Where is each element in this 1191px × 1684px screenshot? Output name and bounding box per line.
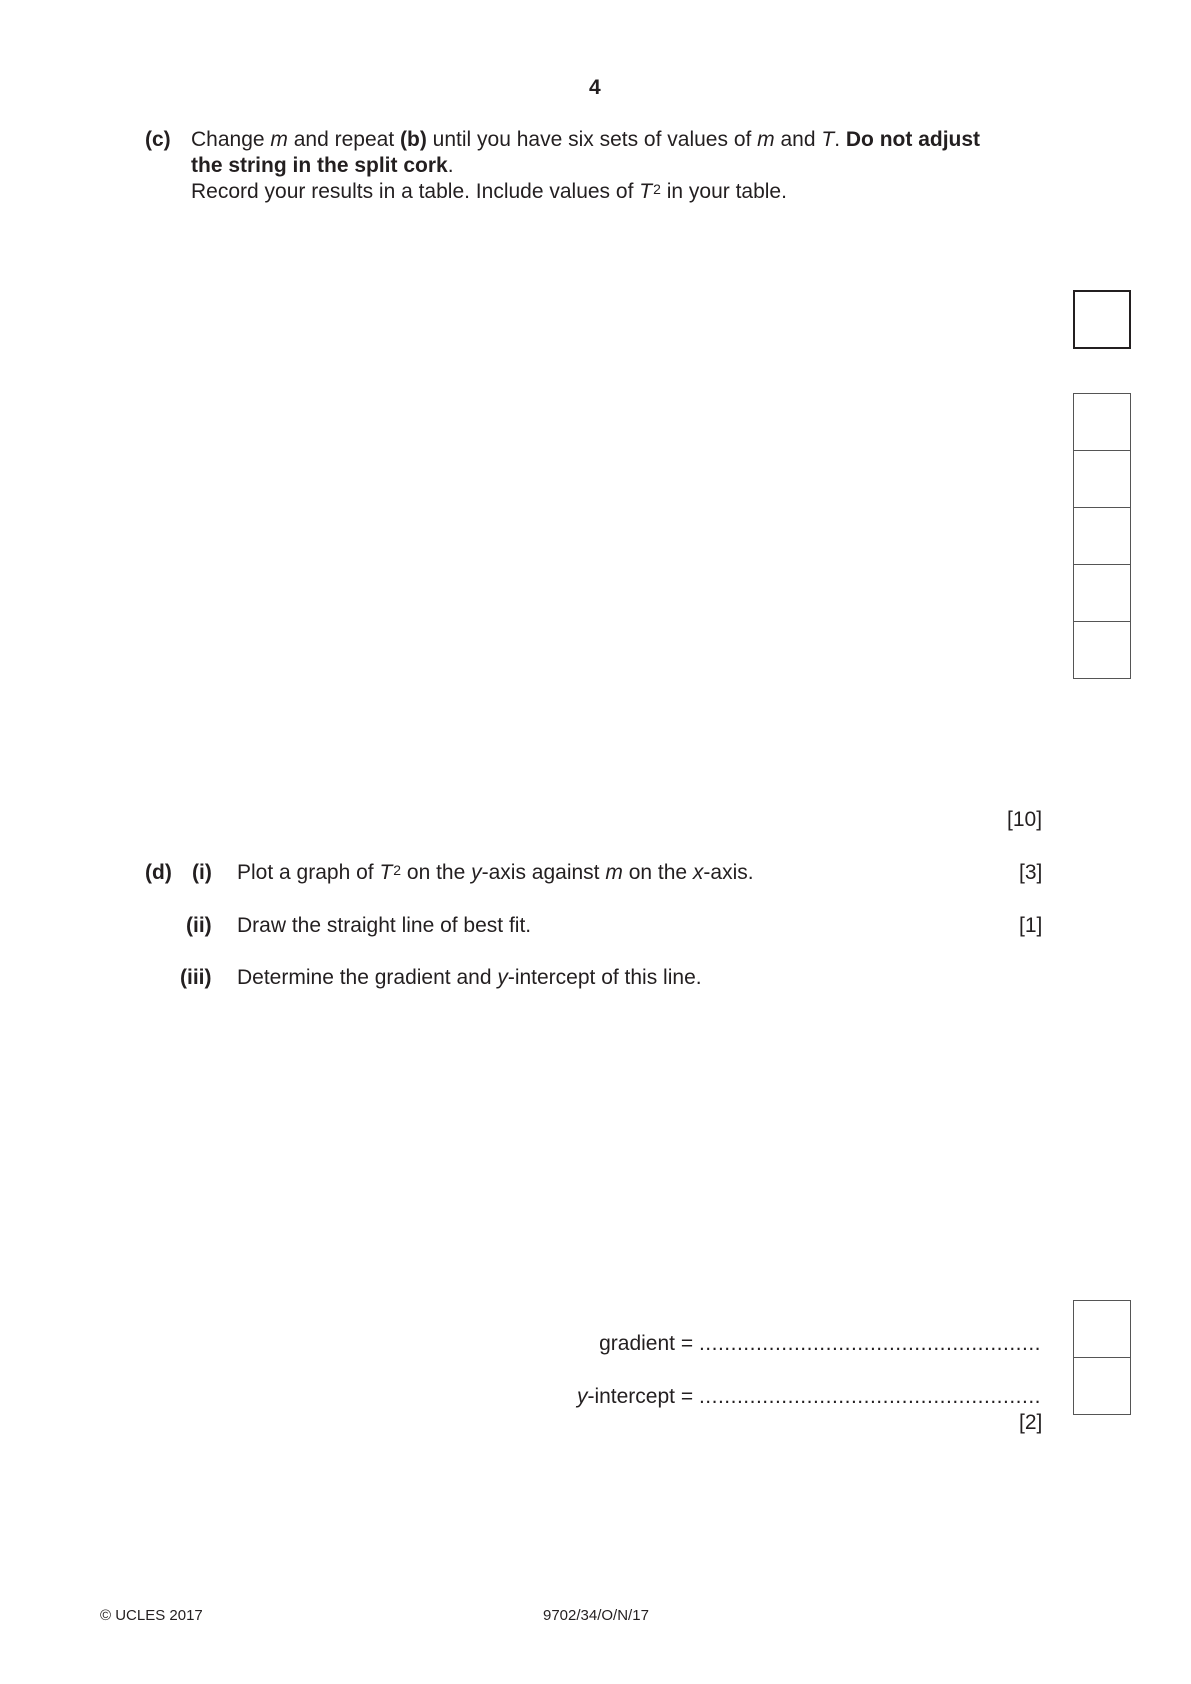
gradient-answer-line[interactable]: gradient = ...................................................... [599, 1332, 1041, 1355]
y-intercept-answer-line[interactable]: y-intercept = ...................................................... [576, 1385, 1041, 1408]
part-d-i-marks: [3] [1019, 861, 1043, 884]
part-c-line3: Record your results in a table. Include values of $T^2$ in your table. [191, 180, 787, 203]
part-d-iii-label: (iii) [180, 966, 212, 989]
part-d-ii-label: (ii) [186, 914, 212, 937]
part-d-iii-marks: [2] [1019, 1411, 1043, 1434]
examiner-mark-box [1073, 1300, 1131, 1358]
part-c-label: (c) [145, 128, 171, 151]
examiner-mark-box [1073, 564, 1131, 622]
part-c-marks: [10] [1007, 808, 1043, 831]
part-d-i-label: (i) [192, 861, 212, 884]
examiner-mark-box [1073, 1357, 1131, 1415]
examiner-mark-box [1073, 393, 1131, 451]
page-number: 4 [589, 76, 601, 99]
examiner-total-box [1073, 290, 1131, 349]
part-d-ii-marks: [1] [1019, 914, 1043, 937]
footer-paper-code: 9702/34/O/N/17 [543, 1607, 649, 1624]
part-c-line1: Change m and repeat (b) until you have six sets of values of m and T. Do not adjust [191, 128, 981, 151]
examiner-mark-box [1073, 621, 1131, 679]
part-d-i-text: Plot a graph of $T^2$ on the y-axis against m on the x-axis. [237, 861, 754, 884]
footer-copyright: © UCLES 2017 [100, 1607, 203, 1624]
part-d-iii-text: Determine the gradient and y-intercept of this line. [237, 966, 702, 989]
part-d-label: (d) [145, 861, 172, 884]
examiner-mark-box [1073, 507, 1131, 565]
part-d-ii-text: Draw the straight line of best fit. [237, 914, 532, 937]
examiner-mark-box [1073, 450, 1131, 508]
part-c-line2: the string in the split cork. [191, 154, 454, 177]
